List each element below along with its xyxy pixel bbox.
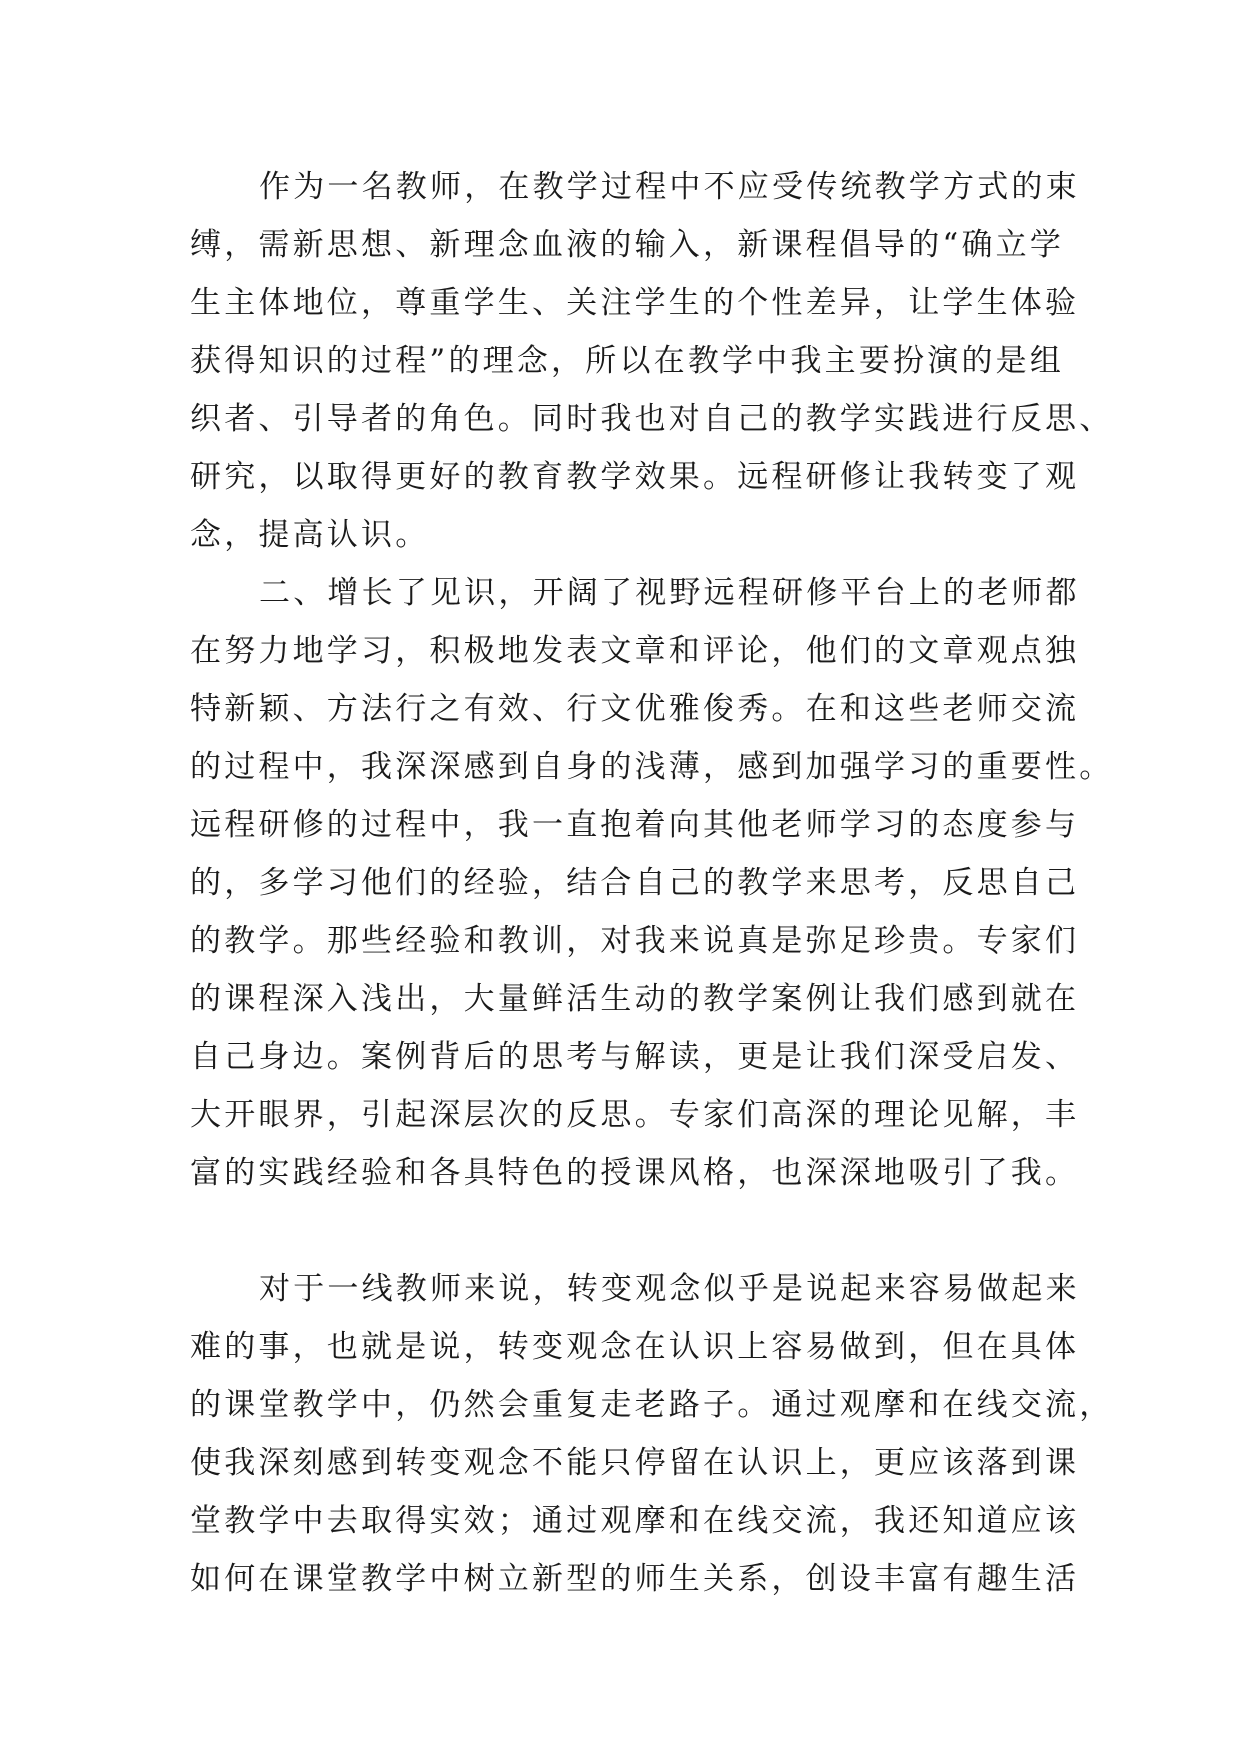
text-line: 如何在课堂教学中树立新型的师生关系，创设丰富有趣生活 bbox=[190, 1561, 1080, 1597]
text-line: 在努力地学习，积极地发表文章和评论，他们的文章观点独 bbox=[190, 633, 1080, 669]
text-line: 的课程深入浅出，大量鲜活生动的教学案例让我们感到就在 bbox=[190, 981, 1080, 1017]
text-line: 的教学。那些经验和教训，对我来说真是弥足珍贵。专家们 bbox=[190, 923, 1080, 959]
paragraph-3 bbox=[190, 1260, 1114, 1608]
text-line: 作为一名教师，在教学过程中不应受传统教学方式的束 bbox=[259, 169, 1080, 205]
text-line: 使我深刻感到转变观念不能只停留在认识上，更应该落到课 bbox=[190, 1445, 1080, 1481]
text-line: 的过程中，我深深感到自身的浅薄，感到加强学习的重要性。 bbox=[190, 749, 1114, 785]
text-line: 的，多学习他们的经验，结合自己的教学来思考，反思自己 bbox=[190, 865, 1080, 901]
text-line: 织者、引导者的角色。同时我也对自己的教学实践进行反思、 bbox=[190, 401, 1114, 437]
text-line: 缚，需新思想、新理念血液的输入，新课程倡导的“确立学 bbox=[190, 227, 1065, 263]
text-line: 特新颖、方法行之有效、行文优雅俊秀。在和这些老师交流 bbox=[190, 691, 1080, 727]
text-line: 念，提高认识。 bbox=[190, 517, 430, 553]
text-line: 自己身边。案例背后的思考与解读，更是让我们深受启发、 bbox=[190, 1039, 1080, 1075]
text-line: 大开眼界，引起深层次的反思。专家们高深的理论见解，丰 bbox=[190, 1097, 1080, 1133]
text-line: 二、增长了见识，开阔了视野远程研修平台上的老师都 bbox=[259, 575, 1080, 611]
text-line: 远程研修的过程中，我一直抱着向其他老师学习的态度参与 bbox=[190, 807, 1080, 843]
text-line: 堂教学中去取得实效；通过观摩和在线交流，我还知道应该 bbox=[190, 1503, 1080, 1539]
text-line: 对于一线教师来说，转变观念似乎是说起来容易做起来 bbox=[259, 1271, 1080, 1307]
paragraph-1 bbox=[190, 158, 1114, 564]
text-line bbox=[190, 1202, 1070, 1260]
text-line: 研究，以取得更好的教育教学效果。远程研修让我转变了观 bbox=[190, 459, 1080, 495]
text-line: 生主体地位，尊重学生、关注学生的个性差异，让学生体验 bbox=[190, 285, 1080, 321]
paragraph-2 bbox=[190, 564, 1114, 1260]
text-line: 富的实践经验和各具特色的授课风格，也深深地吸引了我。 bbox=[190, 1155, 1080, 1191]
document-body bbox=[190, 158, 1114, 1608]
text-line: 难的事，也就是说，转变观念在认识上容易做到，但在具体 bbox=[190, 1329, 1080, 1365]
text-line: 获得知识的过程”的理念，所以在教学中我主要扮演的是组 bbox=[190, 343, 1065, 379]
text-line: 的课堂教学中，仍然会重复走老路子。通过观摩和在线交流， bbox=[190, 1387, 1114, 1423]
